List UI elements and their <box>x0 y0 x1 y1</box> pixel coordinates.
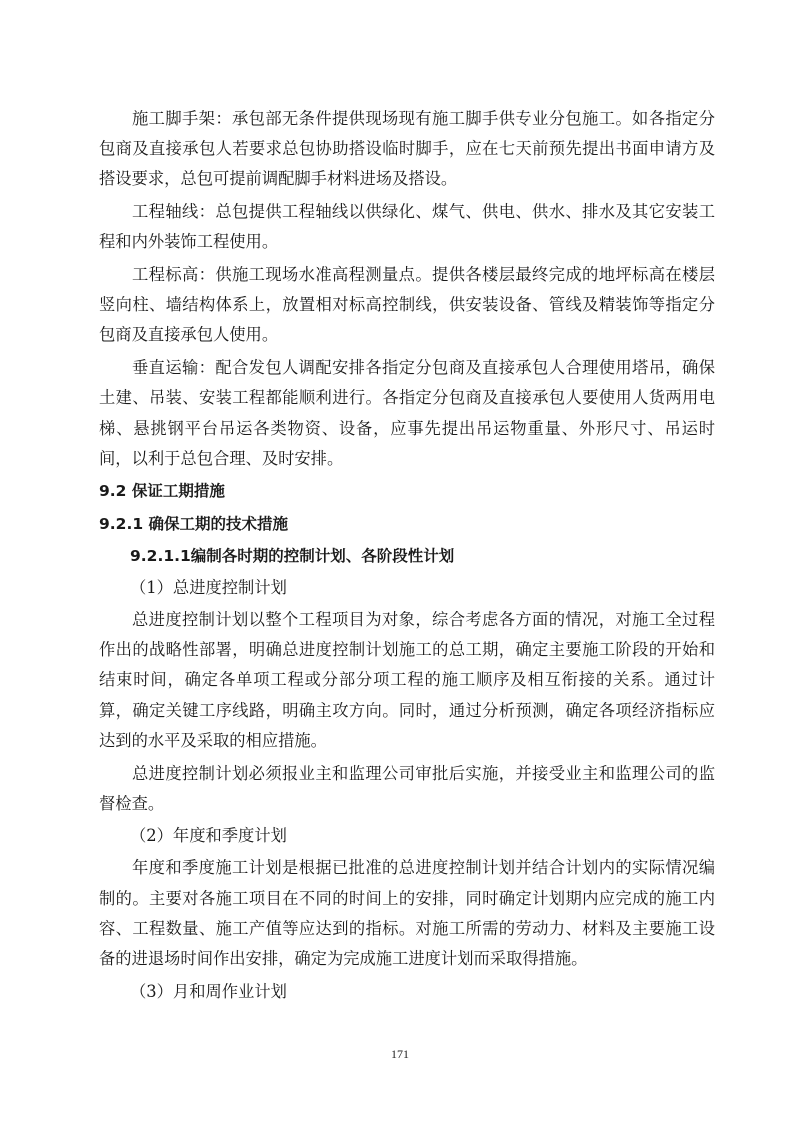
paragraph-axis: 工程轴线：总包提供工程轴线以供绿化、煤气、供电、供水、排水及其它安装工程和内外装饰工程使用。 <box>99 202 715 252</box>
paragraph-scaffolding: 施工脚手架：承包部无条件提供现场现有施工脚手供专业分包施工。如各指定分包商及直接承包人若要求总包协助搭设临时脚手，应在七天前预先提出书面申请方及搭设要求，总包可提前调配脚手材料进场及搭设。 <box>99 109 715 189</box>
paragraph-annual-quarterly: 年度和季度施工计划是根据已批准的总进度控制计划并结合计划内的实际情况编制的。主要对各施工项目在不同的时间上的安排，同时确定计划期内应完成的施工内容、工程数量、施工产值等应达到的指标。对施工所需的劳动力、材料及主要施工设备的进退场时间作出安排，确定为完成施工进度计划而采取得措施。 <box>99 858 715 969</box>
section-heading-9-2: 9.2 保证工期措施 <box>99 482 225 501</box>
section-heading-9-2-1: 9.2.1 确保工期的技术措施 <box>99 514 289 533</box>
section-heading-9-2-1-1: 9.2.1.1编制各时期的控制计划、各阶段性计划 <box>130 546 455 565</box>
page-number: 171 <box>391 1047 409 1061</box>
document-body <box>99 104 715 1009</box>
list-item-monthly-weekly: （3）月和周作业计划 <box>130 981 287 1001</box>
list-item-master-schedule: （1）总进度控制计划 <box>130 578 287 598</box>
paragraph-vertical-transport: 垂直运输：配合发包人调配安排各指定分包商及直接承包人合理使用塔吊，确保土建、吊装、安装工程都能顺利进行。各指定分包商及直接承包人要使用人货两用电梯、悬挑钢平台吊运各类物资、设备，应事先提出吊运物重量、外形尺寸、吊运时间，以利于总包合理、及时安排。 <box>99 358 715 468</box>
paragraph-elevation: 工程标高：供施工现场水准高程测量点。提供各楼层最终完成的地坪标高在楼层竖向柱、墙结构体系上，放置相对标高控制线，供安装设备、管线及精装饰等指定分包商及直接承包人使用。 <box>99 265 715 345</box>
list-item-annual-quarterly: （2）年度和季度计划 <box>130 826 287 846</box>
paragraph-approval: 总进度控制计划必须报业主和监理公司审批后实施，并接受业主和监理公司的监督检查。 <box>99 763 715 813</box>
paragraph-master-schedule: 总进度控制计划以整个工程项目为对象，综合考虑各方面的情况，对施工全过程作出的战略性部署，明确总进度控制计划施工的总工期，确定主要施工阶段的开始和结束时间，确定各单项工程或分部分项工程的施工顺序及相互衔接的关系。通过计算，确定关键工序线路，明确主攻方向。同时，通过分析预测，确定各项经济指标应达到的水平及采取的相应措施。 <box>99 610 715 750</box>
